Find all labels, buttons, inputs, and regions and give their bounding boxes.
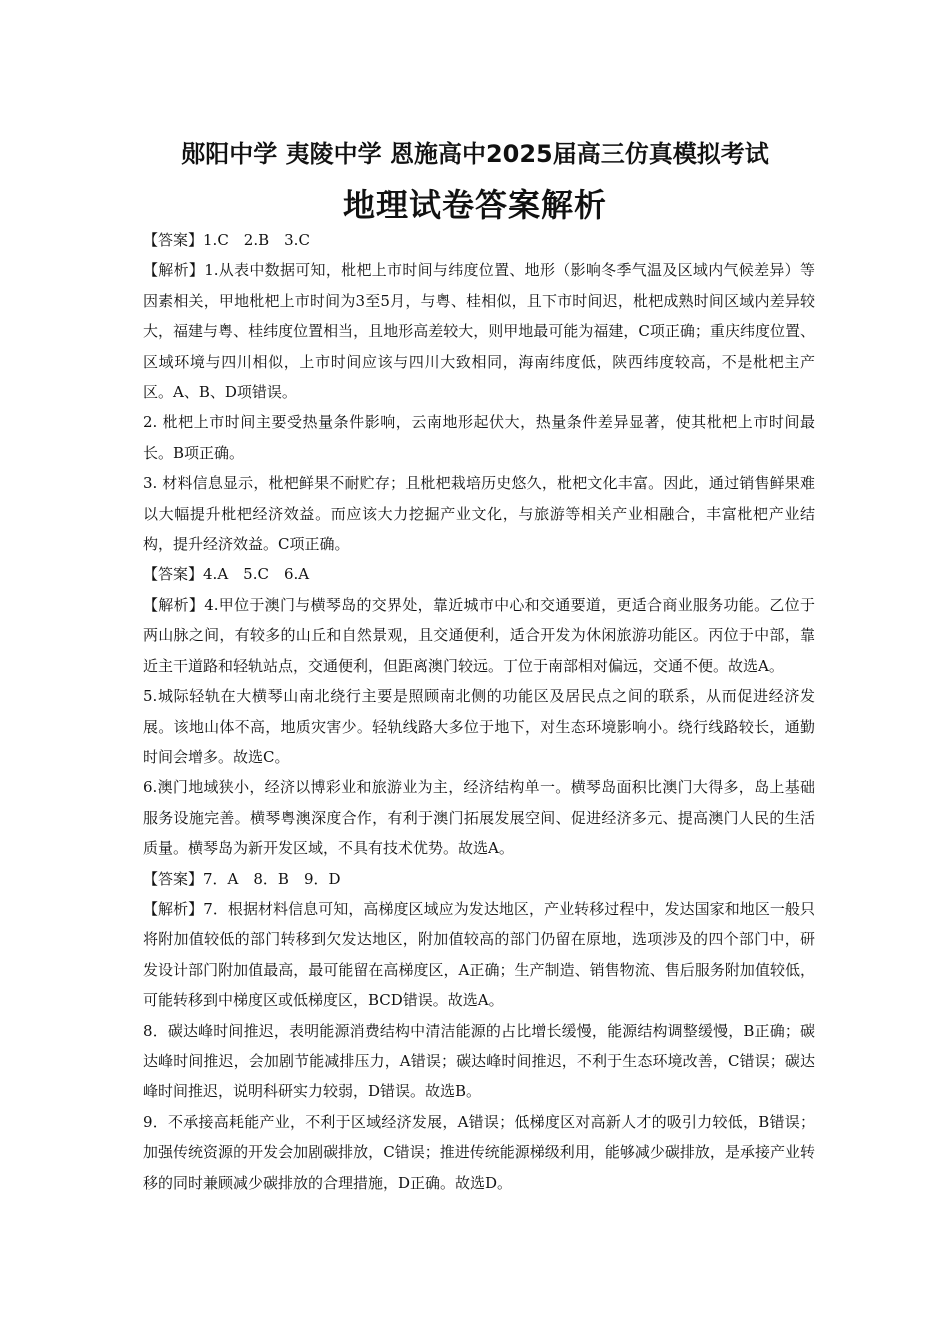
answer-tag: 【答案】: [143, 565, 204, 584]
answer-text: 7．A 8．B 9．D: [203, 869, 341, 888]
analysis-tag: 【解析】: [143, 899, 204, 918]
answer-tag: 【答案】: [143, 231, 204, 249]
analysis-paragraph: [143, 255, 815, 407]
analysis-paragraph: 6.澳门地域狭小，经济以博彩业和旅游业为主，经济结构单一。横琴岛面积比澳门大得多，岛上基础服务设施完善。横琴粤澳深度合作，有利于澳门拓展发展空间、促进经济多元、提高澳门人民的生活质量。横琴岛为新开发区域，不具有技术优势。故选A。: [143, 778, 815, 858]
answer-text: 4.A 5.C 6.A: [203, 565, 310, 584]
analysis-paragraph: [143, 590, 815, 681]
analysis-text: 4.甲位于澳门与横琴岛的交界处，靠近城市中心和交通要道，更适合商业服务功能。乙位于两山脉之间，有较多的山丘和自然景观，且交通便利，适合开发为休闲旅游功能区。丙位于中部，靠近主干道路和轻轨站点，交通便利，但距离澳门较远。丁位于南部相对偏远，交通不便。故选A。: [143, 595, 815, 675]
answer-line: [143, 225, 815, 255]
analysis-paragraph: [143, 894, 815, 1016]
schools-exam-title: 郧阳中学 夷陵中学 恩施高中2025届高三仿真模拟考试: [181, 140, 769, 168]
analysis-text: 7．根据材料信息可知，高梯度区域应为发达地区，产业转移过程中，发达国家和地区一般只将附加值较低的部门转移到欠发达地区，附加值较高的部门仍留在原地，选项涉及的四个部门中，研发设计部门附加值最高，最可能留在高梯度区，A正确；生产制造、销售物流、售后服务附加值较低，可能转移到中梯度区或低梯度区，BCD错误。故选A。: [143, 899, 815, 1010]
answer-content: [143, 225, 815, 1198]
answer-tag: 【答案】: [143, 869, 204, 888]
analysis-paragraph: 8．碳达峰时间推迟，表明能源消费结构中清洁能源的占比增长缓慢，能源结构调整缓慢，B正确；碳达峰时间推迟，会加剧节能减排压力，A错误；碳达峰时间推迟，不利于生态环境改善，C错误；碳达峰时间推迟，说明科研实力较弱，D错误。故选B。: [143, 1021, 815, 1101]
analysis-text: 1.从表中数据可知，枇杷上市时间与纬度位置、地形（影响冬季气温及区域内气候差异）等因素相关，甲地枇杷上市时间为3至5月，与粤、桂相似，且下市时间迟，枇杷成熟时间区域内差异较大，福建与粤、桂纬度位置相当，且地形高差较大，则甲地最可能为福建，C项正确；重庆纬度位置、区域环境与四川相似，上市时间应该与四川大致相同，海南纬度低，陕西纬度较高，不是枇杷主产区。A、B、D项错误。: [143, 261, 815, 402]
answer-text: 1.C 2.B 3.C: [203, 231, 310, 249]
analysis-paragraph: 5.城际轻轨在大横琴山南北绕行主要是照顾南北侧的功能区及居民点之间的联系，从而促进经济发展。该地山体不高，地质灾害少。轻轨线路大多位于地下，对生态环境影响小。绕行线路较长，通勤时间会增多。故选C。: [143, 687, 815, 766]
answer-line: [143, 864, 815, 894]
analysis-paragraph: 3. 材料信息显示，枇杷鲜果不耐贮存；且枇杷栽培历史悠久，枇杷文化丰富。因此，通过销售鲜果难以大幅提升枇杷经济效益。而应该大力挖掘产业文化，与旅游等相关产业相融合，丰富枇杷产业结构，提升经济效益。C项正确。: [143, 474, 815, 554]
analysis-tag: 【解析】: [143, 595, 205, 614]
analysis-paragraph: 9．不承接高耗能产业，不利于区域经济发展，A错误；低梯度区对高新人才的吸引力较低，B错误；加强传统资源的开发会加剧碳排放，C错误；推进传统能源梯级利用，能够减少碳排放，是承接产业转移的同时兼顾减少碳排放的合理措施，D正确。故选D。: [143, 1112, 815, 1192]
analysis-tag: 【解析】: [143, 261, 205, 280]
page-title: 地理试卷答案解析: [342, 186, 607, 224]
analysis-paragraph: 2. 枇杷上市时间主要受热量条件影响，云南地形起伏大，热量条件差异显著，使其枇杷上市时间最长。B项正确。: [143, 413, 815, 462]
answer-line: [143, 559, 815, 589]
